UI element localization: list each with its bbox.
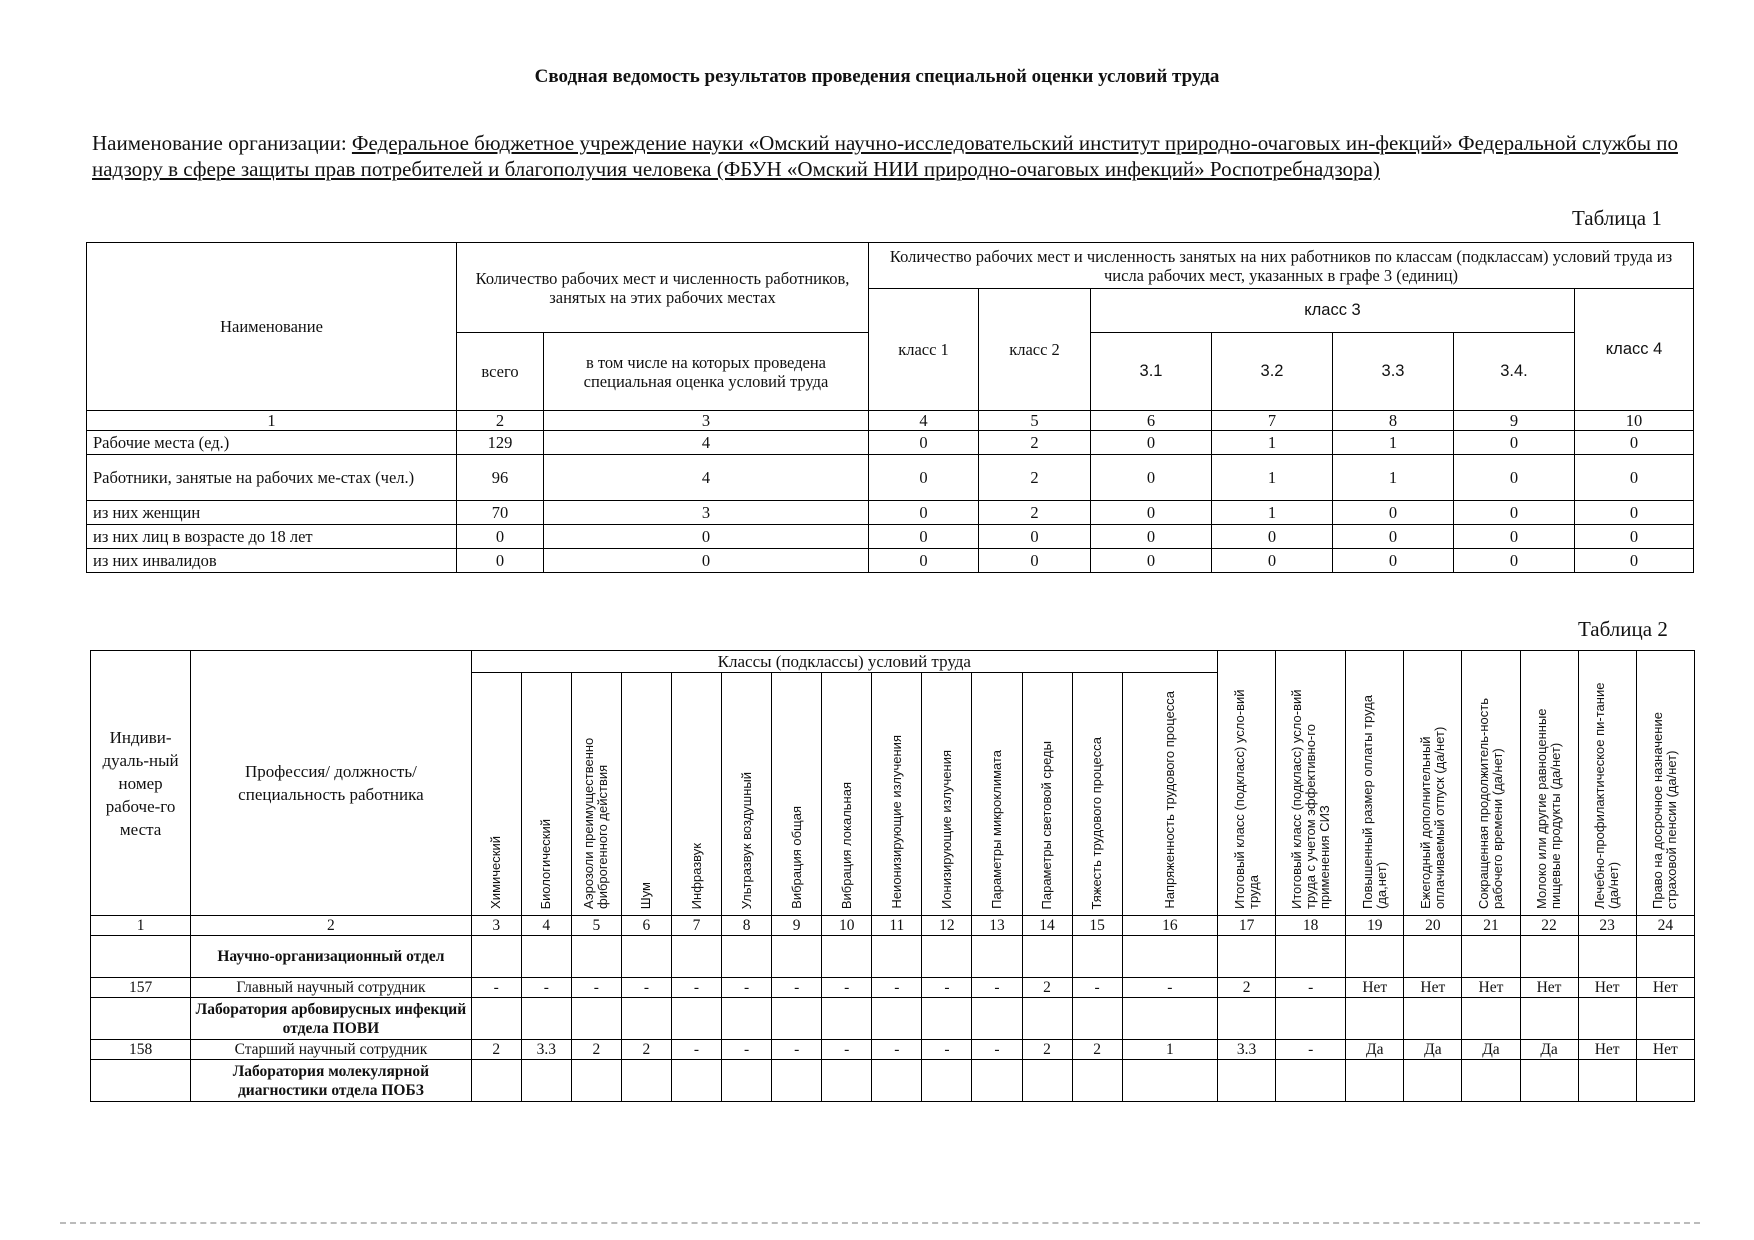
workplace-id: 158 <box>91 1040 191 1060</box>
empty-cell <box>1578 998 1636 1040</box>
empty-cell <box>1072 998 1122 1040</box>
cell-value: - <box>772 1040 822 1060</box>
col-number: 23 <box>1578 916 1636 936</box>
cell-value: Нет <box>1346 978 1404 998</box>
empty-cell <box>571 998 621 1040</box>
cell-value: Да <box>1346 1040 1404 1060</box>
col-number: 1 <box>91 916 191 936</box>
header-workplace-id: Индиви-дуаль-ный номер рабоче-го места <box>91 651 191 916</box>
empty-cell <box>772 1060 822 1102</box>
cell-value: 3.3 <box>1218 1040 1276 1060</box>
empty-cell <box>772 936 822 978</box>
empty-cell <box>722 998 772 1040</box>
cell-value: - <box>621 978 671 998</box>
empty-cell <box>972 936 1022 978</box>
col-number: 3 <box>471 916 521 936</box>
cell-value: - <box>571 978 621 998</box>
empty-cell <box>1218 1060 1276 1102</box>
empty-cell <box>1218 998 1276 1040</box>
empty-cell <box>521 936 571 978</box>
cell-value: - <box>972 1040 1022 1060</box>
profession: Главный научный сотрудник <box>191 978 471 998</box>
col-number: 11 <box>872 916 922 936</box>
cell-value: 2 <box>979 455 1091 501</box>
col-number: 7 <box>671 916 721 936</box>
empty-cell <box>521 1060 571 1102</box>
cell-value: 3 <box>544 501 869 525</box>
empty-cell <box>1578 1060 1636 1102</box>
cell-value: 0 <box>1454 431 1575 455</box>
profession: Старший научный сотрудник <box>191 1040 471 1060</box>
cell-value: 1 <box>1212 431 1333 455</box>
cell-value: - <box>1122 978 1217 998</box>
empty-cell <box>772 998 822 1040</box>
cell-value: - <box>722 1040 772 1060</box>
col-number: 12 <box>922 916 972 936</box>
cell-value: Да <box>1404 1040 1462 1060</box>
cell-value: 2 <box>571 1040 621 1060</box>
empty-cell <box>671 936 721 978</box>
cell-value: 0 <box>457 549 544 573</box>
col-number: 17 <box>1218 916 1276 936</box>
cell-value: 0 <box>869 525 979 549</box>
empty-cell <box>1346 998 1404 1040</box>
table1-row <box>87 431 1694 455</box>
empty-cell <box>1072 1060 1122 1102</box>
empty-cell <box>1636 998 1694 1040</box>
col-number: 2 <box>191 916 471 936</box>
empty-cell <box>1122 998 1217 1040</box>
empty-cell <box>1122 936 1217 978</box>
empty-cell <box>1462 998 1520 1040</box>
header-vacation: Ежегодный дополнительный оплачиваемый отпуск (да/нет) <box>1404 651 1462 916</box>
row-label: из них лиц в возрасте до 18 лет <box>87 525 457 549</box>
empty-cell <box>1404 1060 1462 1102</box>
col-number: 3 <box>544 411 869 431</box>
empty-cell <box>822 936 872 978</box>
row-label: Рабочие места (ед.) <box>87 431 457 455</box>
factor-header: Биологический <box>521 673 571 916</box>
empty-cell <box>571 1060 621 1102</box>
table1-row <box>87 501 1694 525</box>
cell-value: 129 <box>457 431 544 455</box>
empty-cell <box>571 936 621 978</box>
cell-value: Нет <box>1520 978 1578 998</box>
empty-cell <box>471 1060 521 1102</box>
col-number: 15 <box>1072 916 1122 936</box>
col-number: 8 <box>722 916 772 936</box>
col-number: 21 <box>1462 916 1520 936</box>
cell-value: 70 <box>457 501 544 525</box>
empty-cell <box>1578 936 1636 978</box>
table1-row <box>87 455 1694 501</box>
empty-cell <box>91 1060 191 1102</box>
empty-cell <box>621 936 671 978</box>
factor-header: Шум <box>621 673 671 916</box>
empty-cell <box>1462 936 1520 978</box>
cell-value: 1 <box>1212 501 1333 525</box>
department-row <box>91 936 1695 978</box>
page-edge-rule <box>60 1222 1700 1224</box>
factor-header: Ионизирующие излучения <box>922 673 972 916</box>
cell-value: 0 <box>1575 549 1694 573</box>
cell-value: - <box>521 978 571 998</box>
factor-header: Ультразвук воздушный <box>722 673 772 916</box>
col-number: 5 <box>979 411 1091 431</box>
cell-value: 2 <box>1072 1040 1122 1060</box>
cell-value: 0 <box>1575 501 1694 525</box>
empty-cell <box>972 1060 1022 1102</box>
header-nutrition: Лечебно-профилактическое пи-тание (да/нет) <box>1578 651 1636 916</box>
cell-value: 0 <box>1091 525 1212 549</box>
empty-cell <box>471 998 521 1040</box>
column-number-row <box>87 411 1694 431</box>
organization-label: Наименование организации: <box>92 131 347 155</box>
col-number: 13 <box>972 916 1022 936</box>
cell-value: - <box>1072 978 1122 998</box>
cell-value: 0 <box>457 525 544 549</box>
col-number: 7 <box>1212 411 1333 431</box>
empty-cell <box>621 998 671 1040</box>
empty-cell <box>872 998 922 1040</box>
cell-value: 0 <box>1333 501 1454 525</box>
cell-value: 0 <box>1454 549 1575 573</box>
organization-block <box>92 130 1692 182</box>
empty-cell <box>872 1060 922 1102</box>
empty-cell <box>1122 1060 1217 1102</box>
cell-value: 2 <box>471 1040 521 1060</box>
empty-cell <box>922 936 972 978</box>
department-row <box>91 998 1695 1040</box>
header-pay: Повышенный размер оплаты труда (да,нет) <box>1346 651 1404 916</box>
header-final-class-siz: Итоговый класс (подкласс) усло-вий труда с учетом эффективно-го применения СИЗ <box>1276 651 1346 916</box>
cell-value: Нет <box>1462 978 1520 998</box>
header-classes-group: Классы (подклассы) условий труда <box>471 651 1217 673</box>
cell-value: 0 <box>869 455 979 501</box>
cell-value: Да <box>1520 1040 1578 1060</box>
factor-header: Аэрозоли преимущественно фиброгенного действия <box>571 673 621 916</box>
department-name: Научно-организационный отдел <box>191 936 471 978</box>
cell-value: Нет <box>1404 978 1462 998</box>
cell-value: 1 <box>1212 455 1333 501</box>
empty-cell <box>972 998 1022 1040</box>
table1-row <box>87 549 1694 573</box>
col-number: 5 <box>571 916 621 936</box>
cell-value: 1 <box>1333 455 1454 501</box>
empty-cell <box>91 998 191 1040</box>
col-number: 1 <box>87 411 457 431</box>
cell-value: - <box>872 978 922 998</box>
cell-value: 2 <box>621 1040 671 1060</box>
header-3-2: 3.2 <box>1212 333 1333 411</box>
empty-cell <box>1022 936 1072 978</box>
header-3-3: 3.3 <box>1333 333 1454 411</box>
cell-value: 0 <box>1575 431 1694 455</box>
cell-value: - <box>822 978 872 998</box>
header-short-hours: Сокращенная продолжитель-ность рабочего времени (да/нет) <box>1462 651 1520 916</box>
row-label: из них инвалидов <box>87 549 457 573</box>
header-class1: класс 1 <box>869 289 979 411</box>
col-number: 22 <box>1520 916 1578 936</box>
cell-value: 1 <box>1333 431 1454 455</box>
header-assessed: в том числе на которых проведена специальная оценка условий труда <box>544 333 869 411</box>
header-total: всего <box>457 333 544 411</box>
workplace-id: 157 <box>91 978 191 998</box>
factor-header: Неионизирующие излучения <box>872 673 922 916</box>
cell-value: 0 <box>1454 501 1575 525</box>
col-number: 6 <box>1091 411 1212 431</box>
cell-value: 2 <box>979 501 1091 525</box>
cell-value: - <box>772 978 822 998</box>
empty-cell <box>1346 1060 1404 1102</box>
table1-row <box>87 525 1694 549</box>
cell-value: - <box>972 978 1022 998</box>
row-label: Работники, занятые на рабочих ме-стах (чел.) <box>87 455 457 501</box>
col-number: 14 <box>1022 916 1072 936</box>
cell-value: 0 <box>1575 455 1694 501</box>
cell-value: 0 <box>1212 525 1333 549</box>
col-number: 8 <box>1333 411 1454 431</box>
header-total-group: Количество рабочих мест и численность работников, занятых на этих рабочих местах <box>457 243 869 333</box>
table1-caption: Таблица 1 <box>1572 206 1662 230</box>
empty-cell <box>1520 1060 1578 1102</box>
factor-header: Инфразвук <box>671 673 721 916</box>
header-early-pension: Право на досрочное назначение страховой пенсии (да/нет) <box>1636 651 1694 916</box>
cell-value: - <box>1276 978 1346 998</box>
empty-cell <box>1022 998 1072 1040</box>
cell-value: 0 <box>869 501 979 525</box>
col-number: 9 <box>1454 411 1575 431</box>
cell-value: Нет <box>1578 1040 1636 1060</box>
empty-cell <box>1404 936 1462 978</box>
document-title: Сводная ведомость результатов проведения специальной оценки условий труда <box>534 66 1220 87</box>
empty-cell <box>91 936 191 978</box>
empty-cell <box>471 936 521 978</box>
empty-cell <box>872 936 922 978</box>
header-class4: класс 4 <box>1575 289 1694 411</box>
workplace-row <box>91 1040 1695 1060</box>
cell-value: 4 <box>544 431 869 455</box>
workplace-row <box>91 978 1695 998</box>
col-number: 16 <box>1122 916 1217 936</box>
col-number: 18 <box>1276 916 1346 936</box>
empty-cell <box>722 936 772 978</box>
cell-value: - <box>722 978 772 998</box>
empty-cell <box>521 998 571 1040</box>
col-number: 19 <box>1346 916 1404 936</box>
column-number-row <box>91 916 1695 936</box>
col-number: 10 <box>822 916 872 936</box>
header-3-1: 3.1 <box>1091 333 1212 411</box>
empty-cell <box>1636 1060 1694 1102</box>
cell-value: 0 <box>1454 455 1575 501</box>
col-number: 2 <box>457 411 544 431</box>
empty-cell <box>1072 936 1122 978</box>
cell-value: 0 <box>1091 501 1212 525</box>
empty-cell <box>1636 936 1694 978</box>
workplace-table <box>90 650 1695 1102</box>
empty-cell <box>822 1060 872 1102</box>
header-classes-group: Количество рабочих мест и численность занятых на них работников по классам (подклассам) условий труда из числа рабочих мест, указанных в графе 3 (единиц) <box>869 243 1694 289</box>
cell-value: Нет <box>1636 978 1694 998</box>
cell-value: 0 <box>544 525 869 549</box>
empty-cell <box>671 1060 721 1102</box>
cell-value: 4 <box>544 455 869 501</box>
cell-value: 0 <box>1333 549 1454 573</box>
cell-value: 96 <box>457 455 544 501</box>
cell-value: 0 <box>1091 455 1212 501</box>
cell-value: 2 <box>1022 978 1072 998</box>
col-number: 4 <box>521 916 571 936</box>
empty-cell <box>722 1060 772 1102</box>
empty-cell <box>822 998 872 1040</box>
cell-value: - <box>471 978 521 998</box>
department-row <box>91 1060 1695 1102</box>
cell-value: 0 <box>1091 549 1212 573</box>
empty-cell <box>1404 998 1462 1040</box>
cell-value: 2 <box>1022 1040 1072 1060</box>
factor-header: Вибрация общая <box>772 673 822 916</box>
empty-cell <box>1276 936 1346 978</box>
empty-cell <box>1520 998 1578 1040</box>
cell-value: 0 <box>869 431 979 455</box>
department-name: Лаборатория молекулярной диагностики отдела ПОБЗ <box>191 1060 471 1102</box>
col-number: 24 <box>1636 916 1694 936</box>
cell-value: 0 <box>1575 525 1694 549</box>
cell-value: 3.3 <box>521 1040 571 1060</box>
cell-value: - <box>671 978 721 998</box>
empty-cell <box>1276 998 1346 1040</box>
header-name: Наименование <box>87 243 457 411</box>
factor-header: Вибрация локальная <box>822 673 872 916</box>
department-name: Лаборатория арбовирусных инфекций отдела ПОВИ <box>191 998 471 1040</box>
cell-value: Да <box>1462 1040 1520 1060</box>
cell-value: - <box>671 1040 721 1060</box>
summary-table <box>86 242 1694 573</box>
cell-value: 0 <box>1333 525 1454 549</box>
row-label: из них женщин <box>87 501 457 525</box>
header-final-class: Итоговый класс (подкласс) усло-вий труда <box>1218 651 1276 916</box>
empty-cell <box>1462 1060 1520 1102</box>
cell-value: 0 <box>544 549 869 573</box>
factor-header: Параметры микроклимата <box>972 673 1022 916</box>
factor-header: Параметры световой среды <box>1022 673 1072 916</box>
cell-value: 2 <box>1218 978 1276 998</box>
cell-value: 0 <box>869 549 979 573</box>
empty-cell <box>621 1060 671 1102</box>
empty-cell <box>922 1060 972 1102</box>
cell-value: 0 <box>979 525 1091 549</box>
cell-value: 1 <box>1122 1040 1217 1060</box>
factor-header: Напряженность трудового процесса <box>1122 673 1217 916</box>
empty-cell <box>1520 936 1578 978</box>
col-number: 4 <box>869 411 979 431</box>
cell-value: - <box>922 978 972 998</box>
col-number: 10 <box>1575 411 1694 431</box>
header-profession: Профессия/ должность/ специальность работника <box>191 651 471 916</box>
cell-value: 0 <box>1454 525 1575 549</box>
empty-cell <box>1276 1060 1346 1102</box>
cell-value: Нет <box>1578 978 1636 998</box>
factor-header: Тяжесть трудового процесса <box>1072 673 1122 916</box>
cell-value: 0 <box>979 549 1091 573</box>
cell-value: - <box>872 1040 922 1060</box>
cell-value: 0 <box>1091 431 1212 455</box>
empty-cell <box>671 998 721 1040</box>
empty-cell <box>1218 936 1276 978</box>
col-number: 6 <box>621 916 671 936</box>
empty-cell <box>922 998 972 1040</box>
empty-cell <box>1346 936 1404 978</box>
cell-value: 0 <box>1212 549 1333 573</box>
organization-name: Федеральное бюджетное учреждение науки «Омский научно-исследовательский институт природно-очаговых ин-фекций» Федеральной службы по надзору в сфере защиты прав потребителей и благополучия человека (ФБУН «Омский НИИ природно-очаговых инфекций» Роспотребнадзора) <box>92 131 1678 181</box>
cell-value: - <box>1276 1040 1346 1060</box>
factor-header: Химический <box>471 673 521 916</box>
header-milk: Молоко или другие равноценные пищевые продукты (да/нет) <box>1520 651 1578 916</box>
cell-value: Нет <box>1636 1040 1694 1060</box>
header-class2: класс 2 <box>979 289 1091 411</box>
table2-caption: Таблица 2 <box>1578 617 1668 641</box>
cell-value: - <box>822 1040 872 1060</box>
cell-value: 2 <box>979 431 1091 455</box>
cell-value: - <box>922 1040 972 1060</box>
header-class3: класс 3 <box>1091 289 1575 333</box>
col-number: 20 <box>1404 916 1462 936</box>
header-3-4: 3.4. <box>1454 333 1575 411</box>
empty-cell <box>1022 1060 1072 1102</box>
col-number: 9 <box>772 916 822 936</box>
